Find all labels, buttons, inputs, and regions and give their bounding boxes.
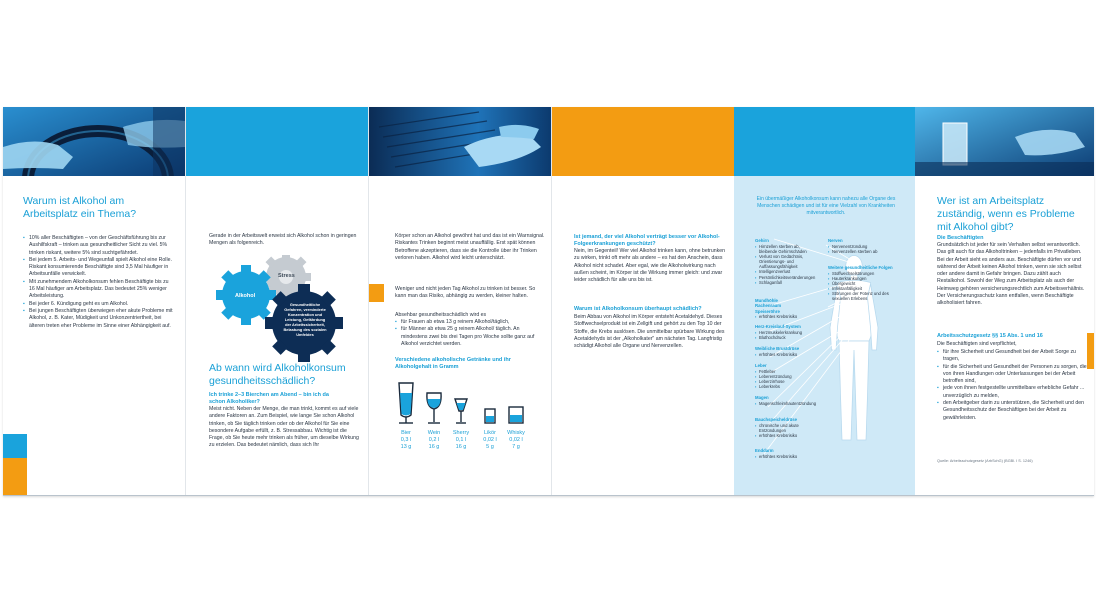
- organ-list: [755, 454, 817, 459]
- drink-sherry: [446, 429, 476, 450]
- panel-1: [3, 107, 185, 496]
- list-item: ▪ Infektanfälligkeit: [828, 286, 898, 291]
- organ-list: [755, 369, 817, 389]
- panel4-subhead1: Ist jemand, der viel Alkohol verträgt besser vor Alkohol-Folgeerkrankungen geschützt?: [574, 234, 720, 247]
- panel4-body2: Beim Abbau von Alkohol im Körper entsteht Acetaldehyd. Dieses Stoffwechselprodukt ist ein Zellgift und gehört zu den Top 10 der Stoffe, die Krebs auslösen. Die unmittelbar spürbare Wirkung des Acetaldehyds ist der „Alkoholkater" am nächsten Tag. Langfristig schädigt Alkohol alle Organe und Nervenzellen.: [574, 314, 725, 350]
- panel5-intro: Ein übermäßiger Alkoholkonsum kann nahezu alle Organe des Menschen schädigen und ist für eine Vielzahl von Krankheiten mitverantwortlich.: [756, 196, 896, 216]
- list-item: ▪ Hirnzellen sterben ab, bleibende Gehirnschäden: [755, 244, 817, 254]
- liqueur-glass-icon: [485, 409, 495, 423]
- drink-volume: 0,2 l: [428, 437, 440, 443]
- drink-grams: 13 g: [400, 443, 412, 450]
- drink-volume: 0,3 l: [400, 437, 412, 443]
- panel4-body1: Nein, im Gegenteil! Wer viel Alkohol trinken kann, ohne betrunken zu wirken, trinkt oft mehr als andere – es hat den Anschein, dass Alkohol nicht schadet. Aber egal, wie die Alkoholwirkung nach außen scheint, im Körper ist die Wirkung immer gleich: und zwar leider schädlich für alle uns bis ist.: [574, 248, 726, 284]
- list-item: ▪ Leberzirrhose: [755, 379, 817, 384]
- organ-label: Weitere gesundheitliche Folgen: [828, 265, 893, 270]
- beer-glass-icon: [399, 383, 413, 423]
- organ-label: Bauchspeicheldrüse: [755, 417, 798, 422]
- drink-glasses-illustration: [389, 379, 539, 429]
- list-item: ▪ für ihre Sicherheit und Gesundheit bei der Arbeit Sorge zu tragen,: [937, 349, 1087, 364]
- drink-volume: 0,02 l: [483, 437, 497, 443]
- panel2-subhead: Ich trinke 2–3 Bierchen am Abend – bin ich da schon Alkoholiker?: [209, 392, 329, 405]
- list-item: ▪ für Frauen ab etwa 13 g reinem Alkohol/täglich,: [395, 319, 545, 326]
- drink-name: Whisky: [507, 430, 525, 436]
- drink-grams: 16 g: [455, 443, 467, 450]
- drink-grams: 7 g: [512, 443, 520, 450]
- list-item: ▪ den Arbeitgeber darin zu unterstützen, die Sicherheit und den Gesundheitsschutz der Beschäftigen bei der Arbeit zu gewährleisten.: [937, 400, 1087, 422]
- list-item: ▪ Bei jungen Beschäftigten überwiegen eher akute Probleme mit Alkohol, z. B. Kater, Müdigkeit und Unkonzentriertheit, bei älteren treten eher Probleme im Sinne einer Abhängigkeit auf.: [23, 308, 173, 330]
- drink-grams: 5 g: [486, 443, 494, 450]
- list-item: ▪ Leberkrebs: [755, 384, 817, 389]
- drink-beer: [391, 429, 421, 450]
- list-item: ▪ 10% aller Beschäftigten – von der Geschäftsführung bis zur Aushilfskraft – trinken aus gesundheitlicher Sicht zu viel. 5% trinken riskant, weitere 5% sind suchtgefährdet.: [23, 235, 173, 257]
- list-item: ▪ erhöhtes Krebsrisiko: [755, 314, 817, 319]
- source-note: Quelle: Arbeitsschutzgesetz (ArbSchG) (BGBl. I S. 1246): [937, 459, 1033, 463]
- drink-volume: 0,1 l: [455, 437, 467, 443]
- panel3-body2: Weniger und nicht jeden Tag Alkohol zu trinken ist besser. So kann man das Risiko, abhängig zu werden, kleiner halten.: [395, 286, 536, 300]
- drink-whisky: [501, 429, 531, 450]
- panel4-subhead2: Warum ist Alkoholkonsum überhaupt schädlich?: [574, 306, 702, 312]
- list-item: ▪ für Männer ab etwa 25 g reinem Alkohol/ täglich. An mindestens zwei bis drei Tagen pro Woche sollte ganz auf Alkohol verzichtet werden.: [395, 326, 545, 348]
- list-item: ▪ Leberentzündung: [755, 374, 817, 379]
- panel6-title: Wer ist am Arbeitsplatz zuständig, wenn es Probleme mit Alkohol gibt?: [937, 195, 1075, 233]
- organ-list: [828, 271, 898, 302]
- drink-name: Wein: [427, 430, 441, 436]
- organ-list: [828, 244, 890, 254]
- panel2-title: Ab wann wird Alkoholkonsum gesundheitsschädlich?: [209, 362, 346, 387]
- whisky-glass-icon: [509, 407, 523, 423]
- wine-glass-icon: [427, 393, 441, 423]
- accent-bar-cyan: [3, 434, 27, 458]
- organ-label: Weibliche Brustdrüse: [755, 346, 800, 351]
- list-item: ▪ erhöhtes Krebsrisiko: [755, 454, 817, 459]
- organ-list: [755, 401, 817, 406]
- organ-label: Mundhöhle Rachenraum Speiseröhre: [755, 298, 782, 314]
- list-item: ▪ Stoffwechselstörungen: [828, 271, 898, 276]
- drink-volume: 0,02 l: [509, 437, 523, 443]
- organ-label: Magen: [755, 395, 769, 400]
- panel1-title: Warum ist Alkohol am Arbeitsplatz ein Thema?: [23, 195, 137, 220]
- list-item: ▪ Übergewicht: [828, 281, 898, 286]
- list-item: ▪ Hauterkrankungen: [828, 276, 898, 281]
- brochure-spread: [3, 107, 1094, 496]
- photo-steering-wheel: [3, 107, 185, 176]
- photo-laptop-hands: [369, 107, 551, 176]
- panel-5: [734, 107, 915, 496]
- panel3-bullet-list: [395, 319, 545, 348]
- list-item: ▪ Mit zunehmendem Alkoholkonsum fehlen Beschäftigte bis zu 16 Mal häufiger am Arbeitsplatz. Das bedeutet 25% weniger Arbeitsleistung.: [23, 279, 173, 301]
- drink-wine: [419, 429, 449, 450]
- list-item: ▪ Bei jeder 6. Kündigung geht es um Alkohol.: [23, 301, 173, 308]
- list-item: ▪ Bluthochdruck: [755, 335, 817, 340]
- gear-stress-label: Stress: [278, 273, 295, 279]
- panel2-body: Meist nicht. Neben der Menge, die man trinkt, kommt es auf viele andere Faktoren an. Zum Beispiel, wie lange Sie schon Alkohol trinken, ob Sie täglich trinken oder ob der Alkohol für Sie eine besondere Aufgabe erfüllt, z. B. Stressabbau. Wichtig ist die Frage, ob Sie heute mehr trinken als früher, um dieselbe Wirkung zu erzielen. Das bedeutet nämlich, dass sich Ihr: [209, 406, 359, 449]
- panel6-body2: Die Beschäftigten sind verpflichtet,: [937, 341, 1017, 347]
- panel-3: [369, 107, 551, 496]
- list-item: ▪ Fettleber: [755, 369, 817, 374]
- panel6-subhead2: Arbeitsschutzgesetz §§ 15 Abs. 1 und 16: [937, 333, 1043, 339]
- panel6-body1: Grundsätzlich ist jeder für sein Verhalten selbst verantwortlich. Das gilt auch für das Alkoholtrinken – jedenfalls im Privatleben. Bei der Arbeit sieht es anders aus. Beschäftigte dürfen vor und während der Arbeit keinen Alkohol trinken, wenn sie sich selbst oder andere damit in Gefahr bringen. Dazu zählt auch Restalkohol. Sowohl der Weg zum Arbeitsplatz als auch der Heimweg gehören versicherungsrechtlich zum Arbeitsverhältnis. Der Versicherungsschutz kann entfallen, wenn Beschäftigte alkoholisiert fahren.: [937, 242, 1085, 307]
- panel6-bullet-list: [937, 349, 1087, 422]
- organ-list: [755, 423, 805, 438]
- organ-list: [755, 330, 817, 340]
- drink-name: Bier: [401, 430, 411, 436]
- drink-name: Sherry: [452, 430, 470, 436]
- list-item: ▪ Schlaganfall: [755, 280, 817, 285]
- panel-2: [186, 107, 368, 496]
- panel1-bullet-list: [23, 235, 173, 330]
- list-item: ▪ Störungen der Potenz und des sexuellen Erlebens: [828, 291, 898, 301]
- organ-label: Nerven: [828, 238, 843, 243]
- list-item: ▪ erhöhtes Krebsrisiko: [755, 352, 817, 357]
- panel3-subhead: Verschiedene alkoholische Getränke und ihr Alkoholgehalt in Gramm: [395, 357, 511, 370]
- list-item: ▪ Intelligenzverlust: [755, 269, 817, 274]
- organ-label: Leber: [755, 363, 767, 368]
- organ-list: [755, 352, 817, 357]
- list-item: ▪ chronische und akute Entzündungen: [755, 423, 805, 433]
- panel6-subhead1: Die Beschäftigten: [937, 235, 984, 241]
- list-item: ▪ Herzmuskelerkrankung: [755, 330, 817, 335]
- gear-alkohol-label: Alkohol: [235, 293, 256, 299]
- list-item: ▪ Magenschleimhautentzündung: [755, 401, 805, 406]
- panel-4: [552, 107, 734, 496]
- organ-label: Herz-Kreislauf-System: [755, 324, 801, 329]
- list-item: ▪ Verlust von Gedächtnis, Orientierungs- und Auffassungsfähigkeit: [755, 254, 817, 269]
- organ-list: [755, 314, 817, 319]
- drink-grams: 16 g: [428, 443, 440, 450]
- organ-label: Enddarm: [755, 448, 774, 453]
- list-item: ▪ für die Sicherheit und Gesundheit der Personen zu sorgen, die von ihren Handlungen oder Unterlassungen bei der Arbeit betroffen sind,: [937, 364, 1087, 386]
- panel-6: [915, 107, 1094, 496]
- photo-water-glass: [915, 107, 1094, 176]
- list-item: ▪ jede von ihnen festgestellte unmittelbare erhebliche Gefahr ... unverzüglich zu melden,: [937, 385, 1087, 400]
- list-item: ▪ Nervenzellen sterben ab: [828, 249, 890, 254]
- panel3-body3: Absehbar gesundheitsschädlich wird es: [395, 312, 487, 318]
- color-banner-cyan: [186, 107, 368, 176]
- list-item: ▪ Persönlichkeitsveränderungen: [755, 275, 817, 280]
- sherry-glass-icon: [455, 399, 467, 423]
- accent-square-orange: [369, 284, 384, 302]
- accent-square-orange: [1087, 333, 1094, 369]
- organ-label: Gehirn: [755, 238, 769, 243]
- list-item: ▪ erhöhtes Krebsrisiko: [755, 433, 805, 438]
- list-item: ▪ Bei jedem 5. Arbeits- und Wegeunfall spielt Alkohol eine Rolle. Riskant konsumierende Beschäftigte sind 3,5 Mal häufiger in Arbeitsunfälle verwickelt.: [23, 257, 173, 279]
- panel3-body1: Körper schon an Alkohol gewöhnt hat und das ist ein Warnsignal. Riskantes Trinken beginnt meist unauffällig. Erst spät können Betroffene akzeptieren, dass sie die Kontrolle über ihr Trinken verloren haben. Alkohol wird leicht unterschätzt.: [395, 233, 545, 261]
- accent-bar-orange: [3, 458, 27, 496]
- gear-consequences-label: Gesundheitliche Gefahren, verminderte Konzentration und Leistung, Gefährdung der Arbeitssicherheit, Belastung des sozialen Umfeldes: [283, 302, 327, 337]
- organ-list: [755, 244, 817, 285]
- drink-name: Likör: [484, 430, 496, 436]
- panel2-intro: Gerade in der Arbeitswelt erweist sich Alkohol schon in geringen Mengen als folgenreich.: [209, 233, 357, 247]
- color-banner-orange: [552, 107, 734, 176]
- list-item: ▪ Nervenentzündung: [828, 244, 890, 249]
